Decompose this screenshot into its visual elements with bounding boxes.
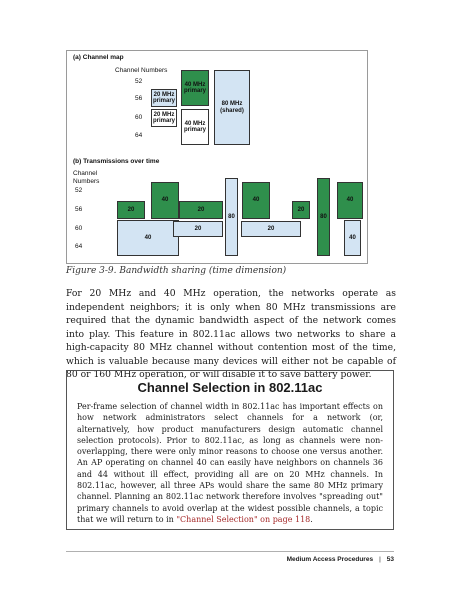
figure-caption: Figure 3-9. Bandwidth sharing (time dimension) bbox=[66, 266, 287, 276]
block-80mhz-shared: 80 MHz (shared) bbox=[214, 70, 250, 145]
block-20mhz-primary-ch60: 20 MHz primary bbox=[151, 109, 177, 127]
tx-block-40-green-2: 40 bbox=[242, 182, 270, 219]
transmissions-title: (b) Transmissions over time bbox=[73, 158, 160, 165]
page-footer bbox=[287, 556, 394, 563]
figure-bandwidth-sharing bbox=[66, 50, 368, 264]
transmissions-axis-label-1: Channel bbox=[73, 170, 98, 177]
block-20mhz-primary-ch56: 20 MHz primary bbox=[151, 89, 177, 107]
footer-separator: | bbox=[379, 556, 381, 563]
sidebar-box bbox=[66, 370, 394, 530]
channel-map-axis-label: Channel Numbers bbox=[115, 67, 168, 74]
tx-block-20-green-3: 20 bbox=[292, 201, 310, 219]
sidebar-text bbox=[77, 401, 383, 525]
channel-map-ch-60: 60 bbox=[135, 114, 143, 121]
block-40mhz-primary-green: 40 MHz primary bbox=[181, 70, 209, 106]
page-number: 53 bbox=[386, 556, 394, 563]
tx-block-40-green-1: 40 bbox=[151, 182, 179, 219]
footer-rule bbox=[66, 551, 394, 552]
sidebar-text-end: . bbox=[310, 514, 313, 524]
tx-block-20-green-2: 20 bbox=[179, 201, 223, 219]
sidebar-text-body: Per-frame selection of channel width in 802.11ac has important effects on how network administrators select channels for a network (or, alternatively, how product manufacturers design automatic channel selection protocols). Prior to 802.11ac, as long as channels were non-overlapping, there were only minor reasons to choose one versus another. An AP operating on channel 40 can easily have neighbors on channels 36 and 44 without ill effect, providing all are on 20 MHz channels. In 802.11ac, however, all three APs would share the same 80 MHz primary channel. Planning an 802.11ac network therefore involves "spreading out" primary channels to avoid overlap at the widest possible channels, a topic that we will return to in bbox=[77, 402, 383, 524]
tx-block-40-blue-2: 40 bbox=[344, 220, 361, 256]
tx-block-80-green-1: 80 bbox=[317, 178, 330, 256]
transmissions-ch-60: 60 bbox=[75, 225, 83, 232]
block-40mhz-primary-white: 40 MHz primary bbox=[181, 109, 209, 145]
channel-map-title: (a) Channel map bbox=[73, 54, 124, 61]
transmissions-ch-64: 64 bbox=[75, 243, 83, 250]
sidebar-title: Channel Selection in 802.11ac bbox=[137, 380, 323, 395]
cross-reference-link[interactable]: "Channel Selection" on page 118 bbox=[176, 514, 311, 524]
tx-block-20-green-1: 20 bbox=[117, 201, 145, 219]
channel-map-ch-56: 56 bbox=[135, 95, 143, 102]
channel-map-ch-52: 52 bbox=[135, 78, 143, 85]
tx-block-20-blue-1: 20 bbox=[173, 221, 223, 237]
footer-section-title: Medium Access Procedures bbox=[286, 556, 374, 563]
body-paragraph: For 20 MHz and 40 MHz operation, the networks operate as independent neighbors; it is only when 80 MHz transmissions are required that the dynamic bandwidth aspect of the network comes into play. This feature in 802.11ac allows two networks to share a high-capacity 80 MHz channel without contention most of the time, which is valuable because many devices will either not be capable of 80 or 160 MHz operation, or will disable it to save battery power. bbox=[66, 288, 396, 380]
tx-block-40-green-3: 40 bbox=[337, 182, 363, 219]
tx-block-40-blue-1: 40 bbox=[117, 220, 179, 256]
transmissions-ch-52: 52 bbox=[75, 187, 83, 194]
transmissions-axis-label-2: Numbers bbox=[73, 178, 100, 185]
tx-block-80-blue-1: 80 bbox=[225, 178, 238, 256]
channel-map-ch-64: 64 bbox=[135, 132, 143, 139]
transmissions-ch-56: 56 bbox=[75, 206, 83, 213]
tx-block-20-blue-2: 20 bbox=[241, 221, 301, 237]
